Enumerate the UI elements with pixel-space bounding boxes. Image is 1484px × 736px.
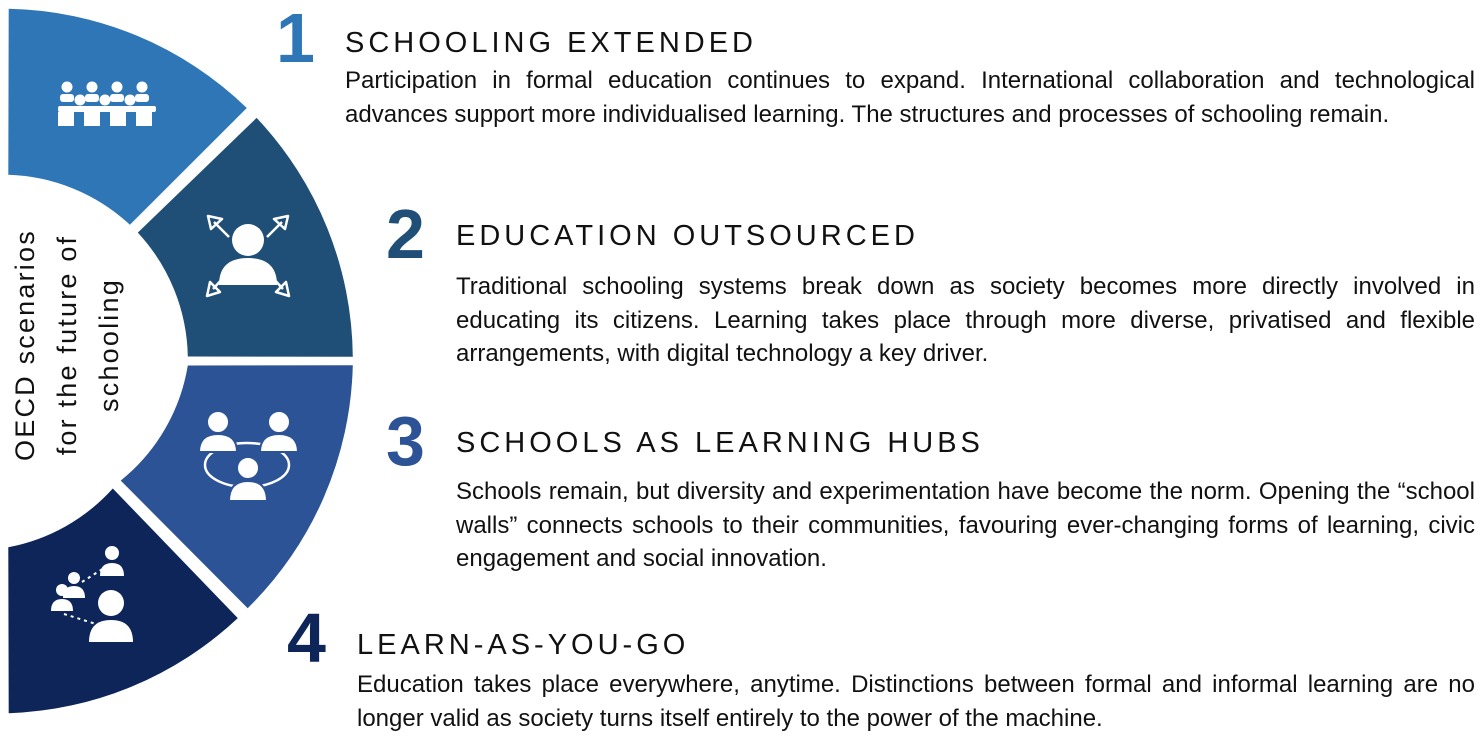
scenario-2-number: 2 bbox=[386, 195, 425, 273]
center-label-line2: for the future of bbox=[52, 234, 82, 456]
scenario-1-number: 1 bbox=[276, 0, 315, 77]
scenario-3-title: SCHOOLS AS LEARNING HUBS bbox=[456, 427, 984, 459]
scenario-2-description: Traditional schooling systems break down as society becomes more directly involved in educating its citizens. Learning takes place through more diverse, privatised and flexible arrangements, with digital technology a key driver. bbox=[456, 273, 1475, 367]
scenario-3-description: Schools remain, but diversity and experimentation have become the norm. Opening the “school walls” connects schools to their communities, favouring ever-changing forms of learning, civic engagement and social innovation. bbox=[456, 478, 1475, 572]
scenario-2-title: EDUCATION OUTSOURCED bbox=[456, 220, 919, 252]
scenario-3-number: 3 bbox=[386, 402, 425, 480]
scenario-4-number: 4 bbox=[287, 599, 326, 677]
scenario-4-description: Education takes place everywhere, anytime. Distinctions between formal and informal learning are no longer valid as society turns itself entirely to the power of the machine. bbox=[357, 671, 1475, 732]
center-label-line3: schooling bbox=[94, 278, 124, 412]
center-label-line1: OECD scenarios bbox=[10, 229, 40, 461]
scenario-1-description: Participation in formal education continues to expand. International collaboration and technological advances support more individualised learning. The structures and processes of schooling remain. bbox=[345, 67, 1475, 128]
scenario-1-title: SCHOOLING EXTENDED bbox=[345, 27, 757, 59]
scenario-4-title: LEARN-AS-YOU-GO bbox=[357, 629, 690, 661]
